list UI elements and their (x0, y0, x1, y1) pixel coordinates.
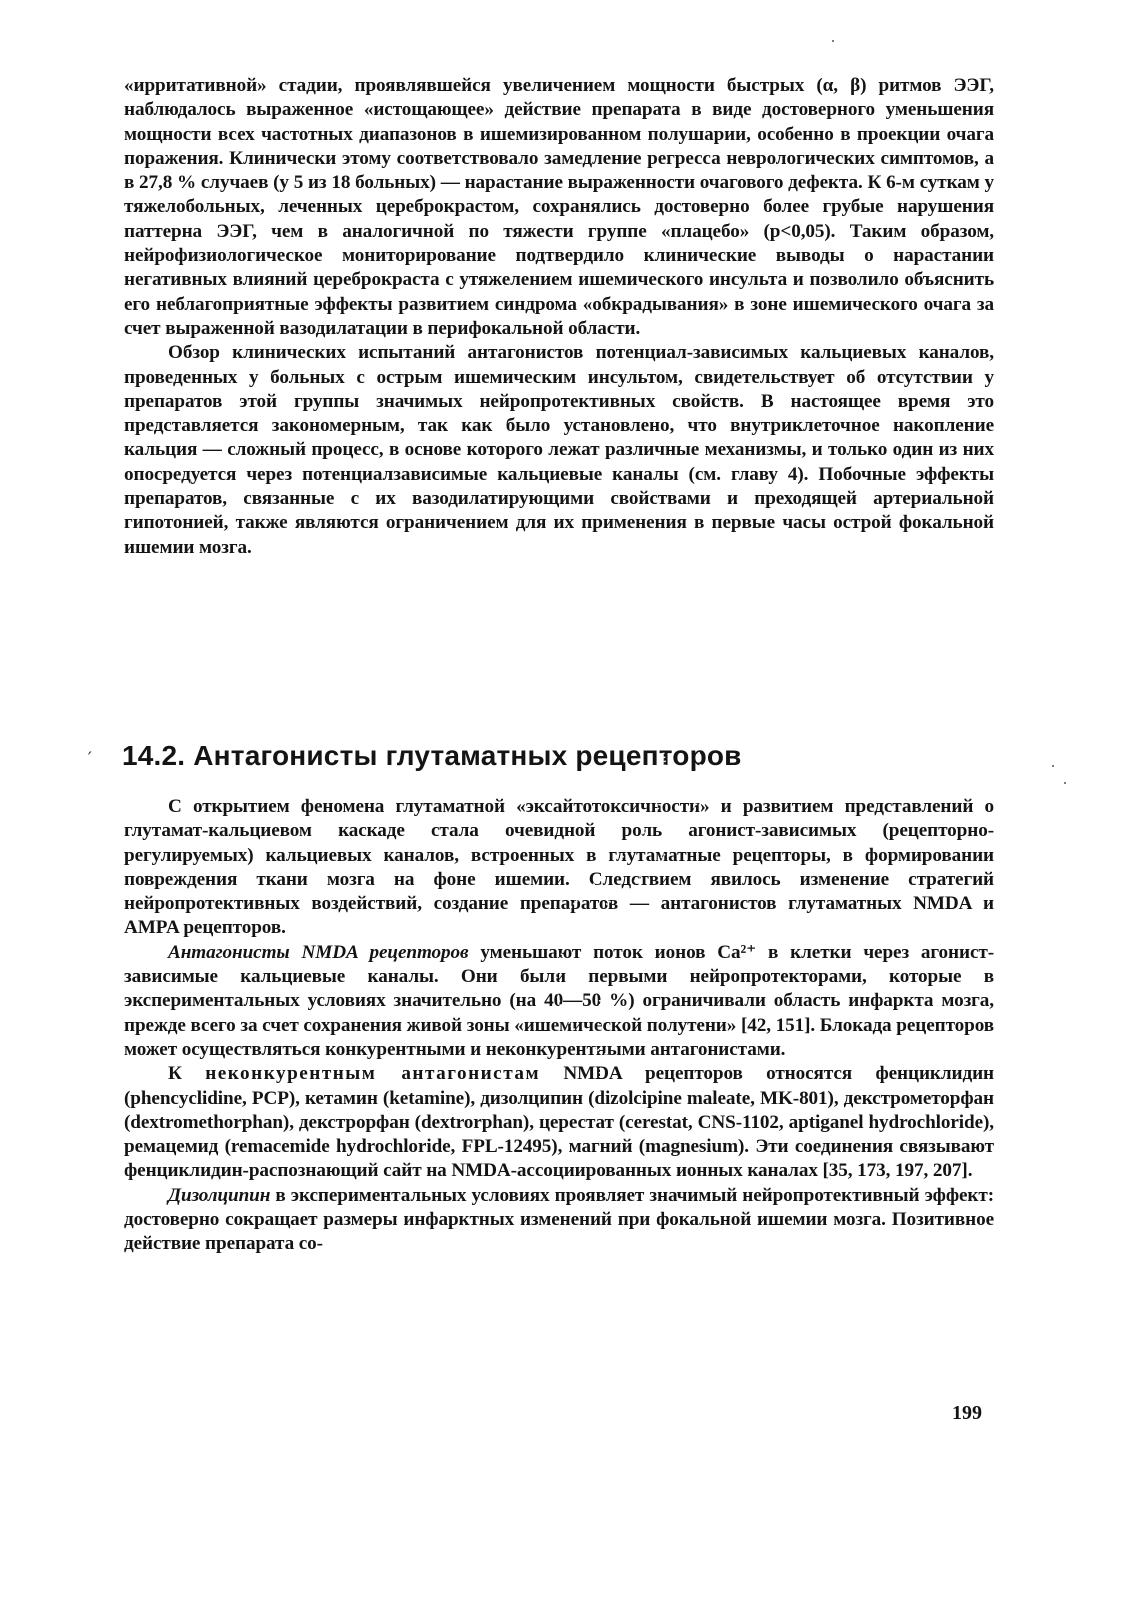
paragraph-dizolcipine (124, 1184, 994, 1257)
paragraph-calcium-channel-review: Обзор клинических испытаний антагонистов потенциал-зависимых кальциевых каналов, проведенных у больных с острым ишемическим инсультом, свидетельствует об отсутствии у препаратов этой группы значимых нейропротективных свойств. В настоящее время это представляется закономерным, так как было установлено, что внутриклеточное накопление кальция — сложный процесс, в основе которого лежат различные механизмы, и только один из них опосредуется через потенциалзависимые кальциевые каналы (см. главу 4). Побочные эффекты препаратов, связанные с их вазодилатирующими свойствами и преходящей артериальной гипотонией, также являются ограничением для их применения в первые часы острой фокальной ишемии мозга. (124, 342, 994, 558)
scan-speck (1064, 782, 1066, 784)
paragraph-nmda-antagonists-text: уменьшают поток ионов Ca²⁺ в клетки через агонист-зависимые кальциевые каналы. Они были первыми нейропротекторами, которые в экспериментальных условиях значительно (на 40—50 %) ограничивали область инфаркта мозга, прежде всего за счет сохранения живой зоны «ишемической полутени» [42, 151]. Блокада рецепторов может осуществляться конкурентными и неконкурентными антагонистами. (124, 941, 994, 1060)
scan-speck (1052, 765, 1054, 767)
text-block-section (124, 795, 994, 1257)
paragraph-eeg-results: «ирритативной» стадии, проявлявшейся увеличением мощности быстрых (α, β) ритмов ЭЭГ, наблюдалось выраженное «истощающее» действие препарата в виде достоверного уменьшения мощности всех частотных диапазонов в ишемизированном полушарии, особенно в проекции очага поражения. Клинически этому соответствовало замедление регресса неврологических симптомов, а в 27,8 % случаев (у 5 из 18 больных) — нарастание выраженности очагового дефекта. К 6-м суткам у тяжелобольных, леченных цереброкрастом, сохранялись достоверно более грубые нарушения паттерна ЭЭГ, чем в аналогичной по тяжести группе «плацебо» (p<0,05). Таким образом, нейрофизиологическое мониторирование подтвердило клинические выводы о нарастании негативных влияний цереброкраста с утяжелением ишемического инсульта и позволило объяснить его неблагоприятные эффекты развитием синдрома «обкрадывания» в зоне ишемического очага за счет выраженной вазодилатации в перифокальной области. (124, 75, 994, 339)
section-heading: 14.2. Антагонисты глутаматных рецепторов (122, 740, 742, 771)
text-block-top (124, 74, 994, 560)
paragraph-noncompetitive-antagonists (124, 1062, 994, 1183)
paragraph-noncompetitive-text: NMDA рецепторов относятся фенциклидин (phencyclidine, PCP), кетамин (ketamine), дизолципин (dizolcipine maleate, MK-801), декстрометорфан (dextromethorphan), декстрорфан (dextrorphan), церестат (cerestat, CNS-1102, aptiganel hydrochloride), ремацемид (remacemide hydrochloride, FPL-12495), магний (magnesium). Эти соединения связывают фенциклидин-распознающий сайт на NMDA-ассоциированных ионных каналах [35, 173, 197, 207]. (124, 1063, 994, 1182)
page-number: 199 (952, 1402, 982, 1424)
paragraph-nmda-antagonists (124, 941, 994, 1062)
paragraph-dizolcipine-text: в экспериментальных условиях проявляет значимый нейропротективный эффект: достоверно сокращает размеры инфарктных изменений при фокальной ишемии мозга. Позитивное действие препарата со- (124, 1184, 994, 1255)
term-nmda-antagonists: Антагонисты NMDA рецепторов (168, 941, 469, 963)
scan-speck (832, 40, 834, 42)
term-dizolcipine: Дизолципин (168, 1184, 271, 1206)
margin-mark: ′ (88, 748, 92, 767)
paragraph-glutamate-intro: С открытием феномена глутаматной «эксайтотоксичности» и развитием представлений о глутамат-кальциевом каскаде стала очевидной роль агонист-зависимых (рецепторно-регулируемых) кальциевых каналов, встроенных в глутаматные рецепторы, в формировании повреждения ткани мозга на фоне ишемии. Следствием явилось изменение стратегий нейропротективных воздействий, создание препаратов — антагонистов глутаматных NMDA и AMPA рецепторов. (124, 796, 994, 939)
term-noncompetitive-antagonists: неконкурентным антагонистам (205, 1063, 541, 1085)
paragraph-lead: К (168, 1063, 206, 1085)
